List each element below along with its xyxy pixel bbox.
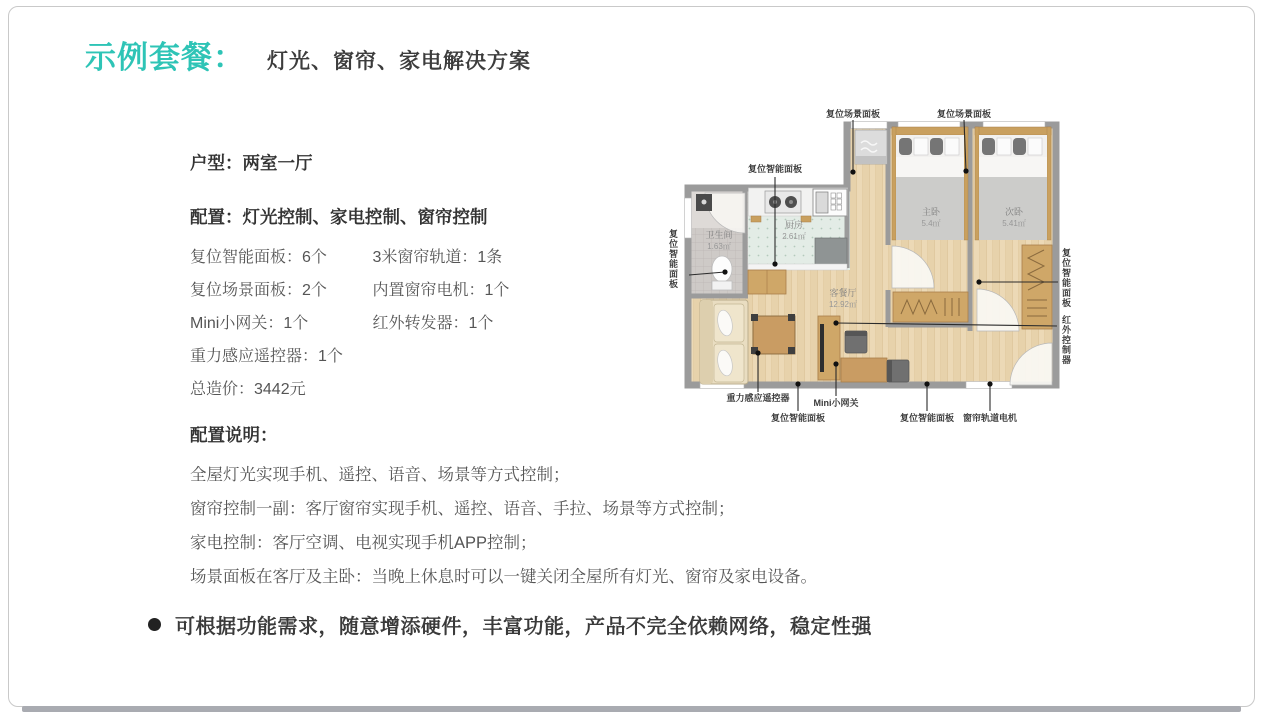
room-label-master: 主卧 5.4㎡ [921,207,941,228]
device-label-smart-panel-right: 复位智能面板 [1061,248,1071,308]
spec-item: 内置窗帘电机：1个 [372,282,510,299]
floorplan-drawing [655,98,1079,430]
device-label-smart-panel-bottom-right: 复位智能面板 [899,413,955,423]
title-subtitle: 灯光、窗帘、家电解决方案 [267,50,531,73]
note-line: 窗帘控制一副：客厅窗帘实现手机、遥控、语音、手拉、场景等方式控制； [190,500,735,518]
slide-bottom-edge [22,706,1241,712]
config-heading: 配置：灯光控制、家电控制、窗帘控制 [190,207,488,227]
device-label-smart-panel-left: 复位智能面板 [668,229,678,289]
spec-item: 重力感应遥控器：1个 [190,348,343,365]
spec-item: 3米窗帘轨道：1条 [372,249,503,266]
note-line: 场景面板在客厅及主卧：当晚上休息时可以一键关闭全屋所有灯光、窗帘及家电设备。 [190,568,817,586]
notes-heading: 配置说明： [190,425,278,445]
bullet-icon [148,618,161,631]
device-label-gravity-remote: 重力感应遥控器 [726,393,790,403]
spec-item: 总造价：3442元 [190,381,306,398]
spec-item: 红外转发器：1个 [372,315,494,332]
note-line: 家电控制：客厅空调、电视实现手机APP控制； [190,534,537,552]
device-label-smart-panel-bottom-left: 复位智能面板 [770,413,826,423]
title-accent: 示例套餐： [85,40,245,75]
room-label-living: 客餐厅 12.92㎡ [828,288,858,309]
spec-item: 复位智能面板：6个 [190,249,327,266]
footer-text: 可根据功能需求，随意增添硬件，丰富功能，产品不完全依赖网络，稳定性强 [175,616,872,638]
device-label-smart-panel-kitchen: 复位智能面板 [747,164,803,174]
device-label-ir-controller: 红外控制器 [1061,315,1071,365]
device-label-scene-panel-2: 复位场景面板 [936,109,992,119]
layout-heading: 户型：两室一厅 [190,153,313,173]
floorplan-diagram [655,98,1079,430]
note-line: 全屋灯光实现手机、遥控、语音、场景等方式控制； [190,466,570,484]
spec-item: Mini小网关：1个 [190,315,309,332]
footer-bullet [148,610,872,639]
spec-item: 复位场景面板：2个 [190,282,327,299]
device-label-mini-gateway: Mini小网关 [813,398,859,408]
room-label-kitchen: 厨房 2.61㎡ [782,220,806,241]
room-label-second: 次卧 5.41㎡ [1002,207,1026,228]
device-label-scene-panel-1: 复位场景面板 [825,109,881,119]
device-label-curtain-motor: 窗帘轨道电机 [962,413,1018,423]
room-label-bathroom: 卫生间 1.63㎡ [705,230,733,251]
page-title [85,32,531,77]
